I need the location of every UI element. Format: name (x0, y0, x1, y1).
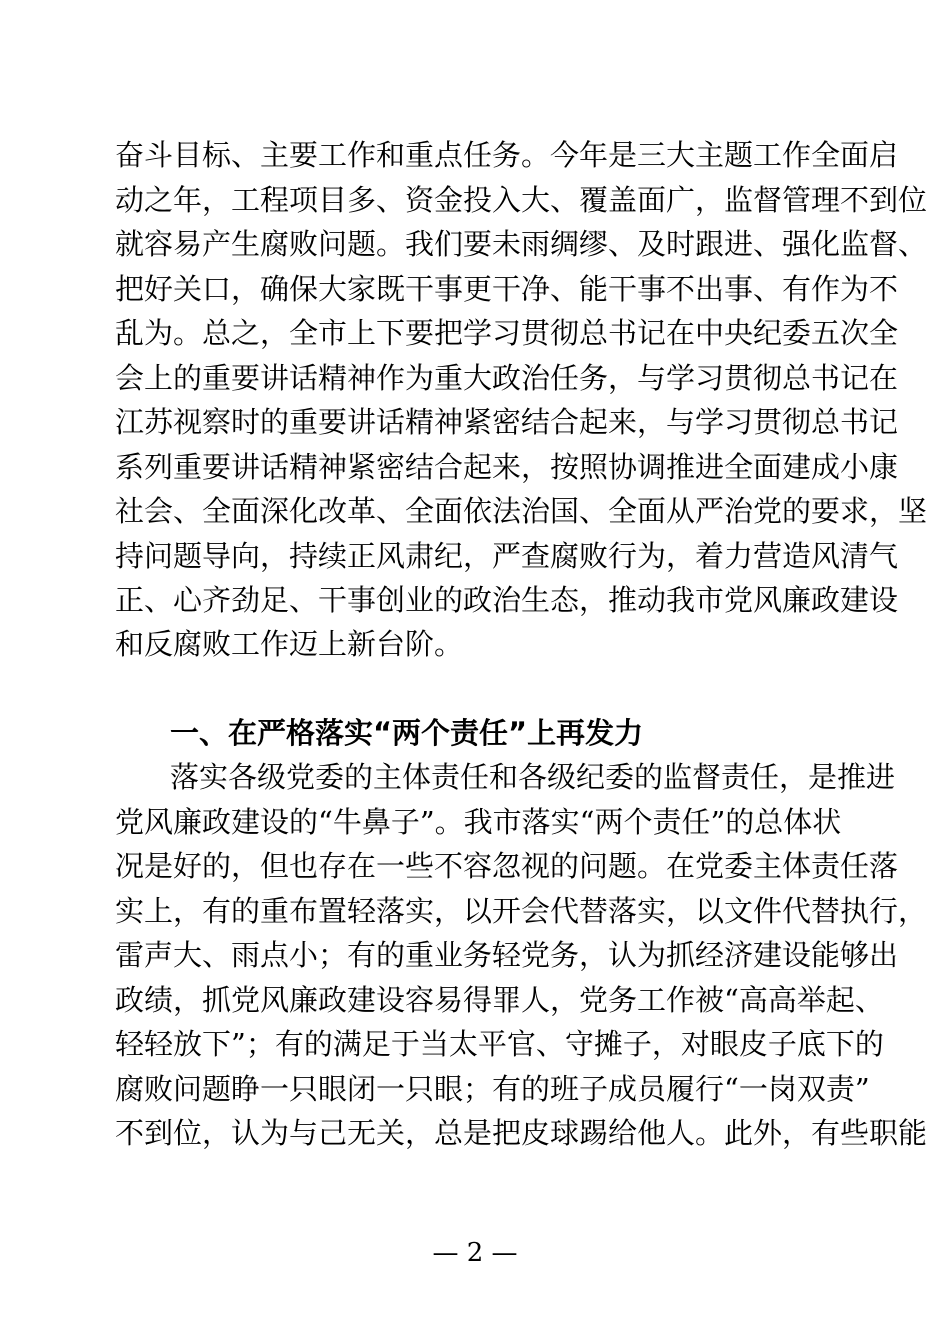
text-line: 乱为。总之，全市上下要把学习贯彻总书记在中央纪委五次全 (115, 316, 899, 350)
text-line: 社会、全面深化改革、全面依法治国、全面从严治党的要求，坚 (115, 494, 928, 528)
text-line: 持问题导向，持续正风肃纪，严查腐败行为，着力营造风清气 (115, 539, 899, 573)
text-line: 政绩，抓党风廉政建设容易得罪人，党务工作被“高高举起、 (115, 983, 884, 1017)
text-line: 会上的重要讲话精神作为重大政治任务，与学习贯彻总书记在 (115, 361, 899, 395)
text-line: 把好关口，确保大家既干事更干净、能干事不出事、有作为不 (115, 272, 899, 306)
text-line: 雷声大、雨点小；有的重业务轻党务，认为抓经济建设能够出 (115, 938, 899, 972)
text-line: 就容易产生腐败问题。我们要未雨绸缪、及时跟进、强化监督、 (115, 227, 928, 261)
text-line: 和反腐败工作迈上新台阶。 (115, 627, 464, 661)
text-line: 动之年，工程项目多、资金投入大、覆盖面广，监督管理不到位 (115, 183, 928, 217)
text-line: 况是好的，但也存在一些不容忽视的问题。在党委主体责任落 (115, 849, 899, 883)
text-line: 轻轻放下”；有的满足于当太平官、守摊子，对眼皮子底下的 (115, 1027, 884, 1061)
text-line: 江苏视察时的重要讲话精神紧密结合起来，与学习贯彻总书记 (115, 405, 899, 439)
section-heading: 一、在严格落实“两个责任”上再发力 (170, 716, 644, 750)
text-line: 系列重要讲话精神紧密结合起来，按照协调推进全面建成小康 (115, 450, 899, 484)
text-line: 落实各级党委的主体责任和各级纪委的监督责任，是推进 (170, 760, 896, 794)
text-line: 正、心齐劲足、干事创业的政治生态，推动我市党风廉政建设 (115, 583, 899, 617)
text-line: 腐败问题睁一只眼闭一只眼；有的班子成员履行“一岗双责” (115, 1072, 870, 1106)
page-number: — 2 — (432, 1238, 518, 1268)
text-line: 党风廉政建设的“牛鼻子”。我市落实“两个责任”的总体状 (115, 805, 842, 839)
text-line: 实上，有的重布置轻落实，以开会代替落实，以文件代替执行， (115, 894, 928, 928)
text-line: 奋斗目标、主要工作和重点任务。今年是三大主题工作全面启 (115, 138, 899, 172)
text-line: 不到位，认为与己无关，总是把皮球踢给他人。此外，有些职能 (115, 1116, 928, 1150)
